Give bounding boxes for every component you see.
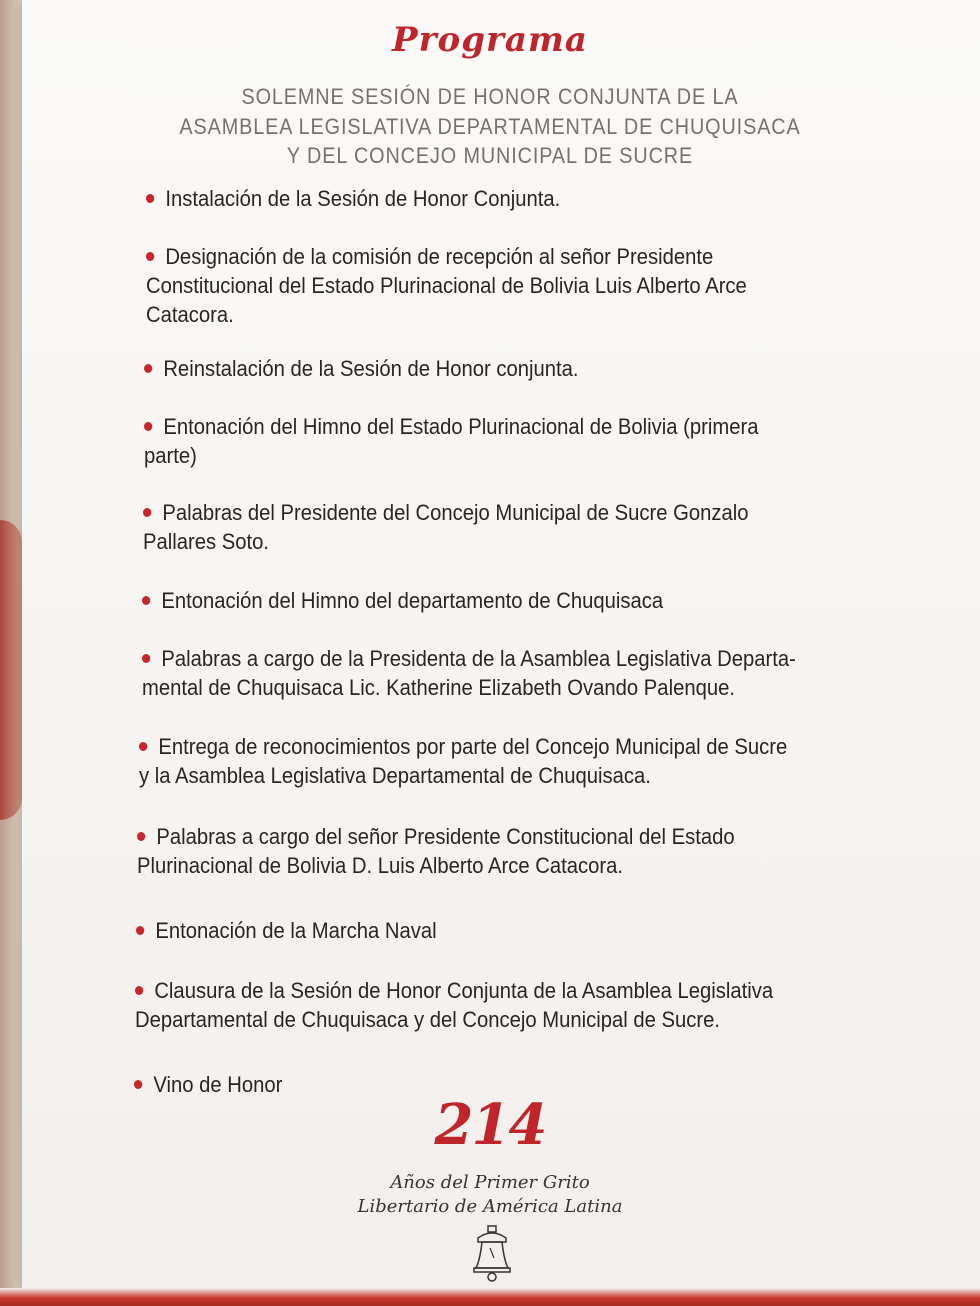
program-title: Programa: [392, 20, 588, 60]
program-item: [137, 822, 735, 880]
bullet-icon: [142, 596, 150, 605]
bullet-icon: [146, 194, 154, 203]
item-text: Entonación de la Marcha Naval: [155, 918, 437, 943]
subtitle-line-1: SOLEMNE SESIÓN DE HONOR CONJUNTA DE LA: [241, 84, 739, 109]
program-item: [139, 732, 787, 790]
item-text: Entrega de reconocimientos por parte del Concejo Municipal de Sucre: [158, 734, 788, 759]
program-item: [146, 242, 747, 329]
bullet-icon: [135, 986, 143, 995]
item-text: Reinstalación de la Sesión de Honor conjunta.: [163, 356, 579, 381]
item-text: y la Asamblea Legislativa Departamental de Chuquisaca.: [139, 763, 651, 788]
program-item: [144, 412, 758, 470]
bullet-icon: [143, 508, 151, 517]
bullet-icon: [146, 252, 154, 261]
program-item: [136, 916, 437, 945]
item-text: Instalación de la Sesión de Honor Conjunta.: [165, 186, 561, 211]
bullet-icon: [144, 422, 152, 431]
subtitle-line-3: Y DEL CONCEJO MUNICIPAL DE SUCRE: [286, 143, 694, 168]
bullet-icon: [137, 832, 145, 841]
item-text: Plurinacional de Bolivia D. Luis Alberto Arce Catacora.: [137, 853, 624, 878]
program-item: [135, 976, 773, 1034]
item-text: Palabras del Presidente del Concejo Municipal de Sucre Gonzalo: [162, 500, 749, 525]
bullet-icon: [144, 364, 152, 373]
item-text: Vino de Honor: [153, 1072, 283, 1097]
subtitle-line-2: ASAMBLEA LEGISLATIVA DEPARTAMENTAL DE CHUQUISACA: [179, 114, 801, 139]
program-item: [142, 586, 663, 615]
item-text: Palabras a cargo del señor Presidente Constitucional del Estado: [156, 824, 735, 849]
liberty-bell-icon: [470, 1224, 514, 1284]
bullet-icon: [134, 1080, 142, 1089]
item-text: Departamental de Chuquisaca y del Concejo Municipal de Sucre.: [135, 1007, 721, 1032]
program-item: [146, 184, 560, 213]
item-text: Entonación del Himno del departamento de Chuquisaca: [161, 588, 664, 613]
item-text: parte): [144, 443, 197, 468]
item-text: Designación de la comisión de recepción al señor Presidente: [165, 244, 714, 269]
bullet-icon: [142, 654, 150, 663]
item-text: Catacora.: [146, 302, 234, 327]
holding-finger: [0, 520, 22, 820]
anniversary-line-1: Años del Primer Grito: [390, 1172, 590, 1193]
anniversary-number: 214: [434, 1092, 546, 1158]
program-item: [142, 644, 796, 702]
item-text: Palabras a cargo de la Presidenta de la Asamblea Legislativa Departa-: [161, 646, 796, 671]
item-text: Clausura de la Sesión de Honor Conjunta de la Asamblea Legislativa: [154, 978, 774, 1003]
program-item: [144, 354, 579, 383]
bottom-border-strip: [0, 1288, 980, 1306]
item-text: Entonación del Himno del Estado Plurinacional de Bolivia (primera: [163, 414, 759, 439]
item-text: Pallares Soto.: [143, 529, 270, 554]
anniversary-line-2: Libertario de América Latina: [357, 1196, 623, 1217]
item-text: Constitucional del Estado Plurinacional de Bolivia Luis Alberto Arce: [146, 273, 747, 298]
item-text: mental de Chuquisaca Lic. Katherine Elizabeth Ovando Palenque.: [142, 675, 735, 700]
program-item: [143, 498, 749, 556]
bullet-icon: [136, 926, 144, 935]
bullet-icon: [139, 742, 147, 751]
